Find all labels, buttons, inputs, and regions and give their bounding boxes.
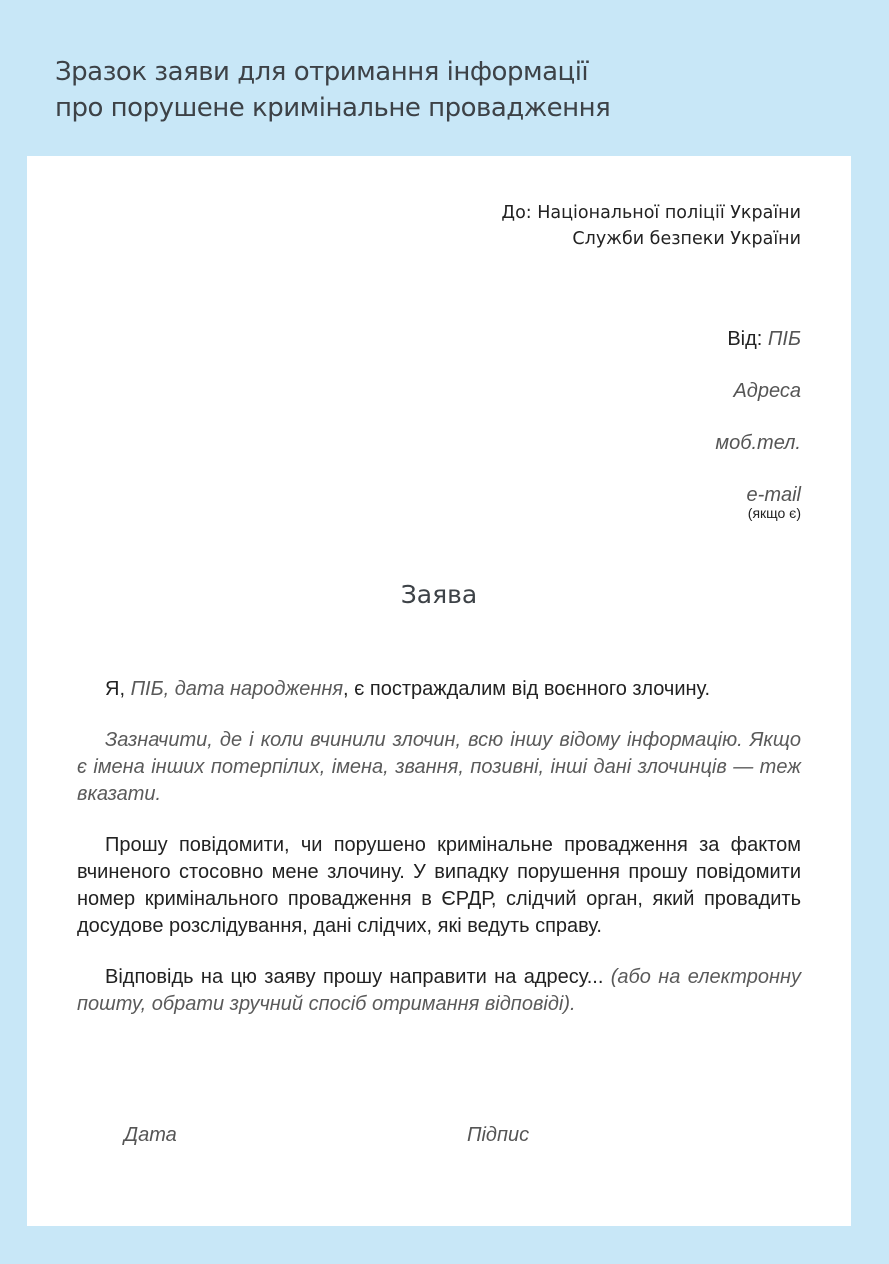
document-body [77, 676, 801, 1042]
sender-email-placeholder: e-mail [746, 484, 801, 506]
paragraph-response-address [77, 964, 801, 1018]
paragraph-crime-details: Зазначити, де і коли вчинили злочин, всю іншу відому інформацію. Якщо є імена інших потерпілих, імена, звання, позивні, інші дані злочинців — теж вказати. [77, 729, 801, 805]
page-title-line-2: про порушене кримінальне провадження [55, 93, 611, 123]
page-title-line-1: Зразок заяви для отримання інформації [55, 57, 589, 87]
p1-placeholder: ПІБ, дата народження [130, 678, 344, 700]
sender-name-placeholder: ПІБ [767, 328, 801, 350]
signature-label: Підпис [467, 1124, 530, 1146]
sender-block [715, 324, 801, 520]
document-title: Заява [400, 580, 478, 609]
page-title [55, 54, 610, 126]
sender-address-row [715, 376, 801, 428]
paragraph-identity [77, 676, 801, 703]
p4-start: Відповідь на цю заяву прошу направити на адресу... [105, 966, 611, 988]
addressee-line-1: До: Національної поліції України [501, 203, 801, 223]
p1-end: , є постраждалим від воєнного злочину. [343, 678, 711, 700]
sender-email-note: (якщо є) [747, 505, 801, 521]
sender-phone-placeholder: моб.тел. [715, 432, 801, 454]
addressee-line-2: Служби безпеки України [572, 229, 801, 249]
paragraph-request: Прошу повідомити, чи порушено кримінальне провадження за фактом вчиненого стосовно мене злочину. У випадку порушення прошу повідомити номер кримінального провадження в ЄРДР, слідчий орган, який провадить досудове розслідування, дані слідчих, які ведуть справу. [77, 834, 801, 937]
application-sheet [27, 156, 851, 1226]
p4-placeholder: (або на електронну пошту, обрати зручний спосіб отримання відповіді). [77, 966, 801, 1015]
addressee-block [501, 200, 801, 252]
from-label: Від: [727, 328, 763, 350]
p1-start: Я, [105, 678, 131, 700]
date-label: Дата [124, 1124, 177, 1146]
sender-phone-row [715, 428, 801, 480]
sender-address-placeholder: Адреса [733, 380, 801, 402]
sender-name-row [715, 324, 801, 376]
